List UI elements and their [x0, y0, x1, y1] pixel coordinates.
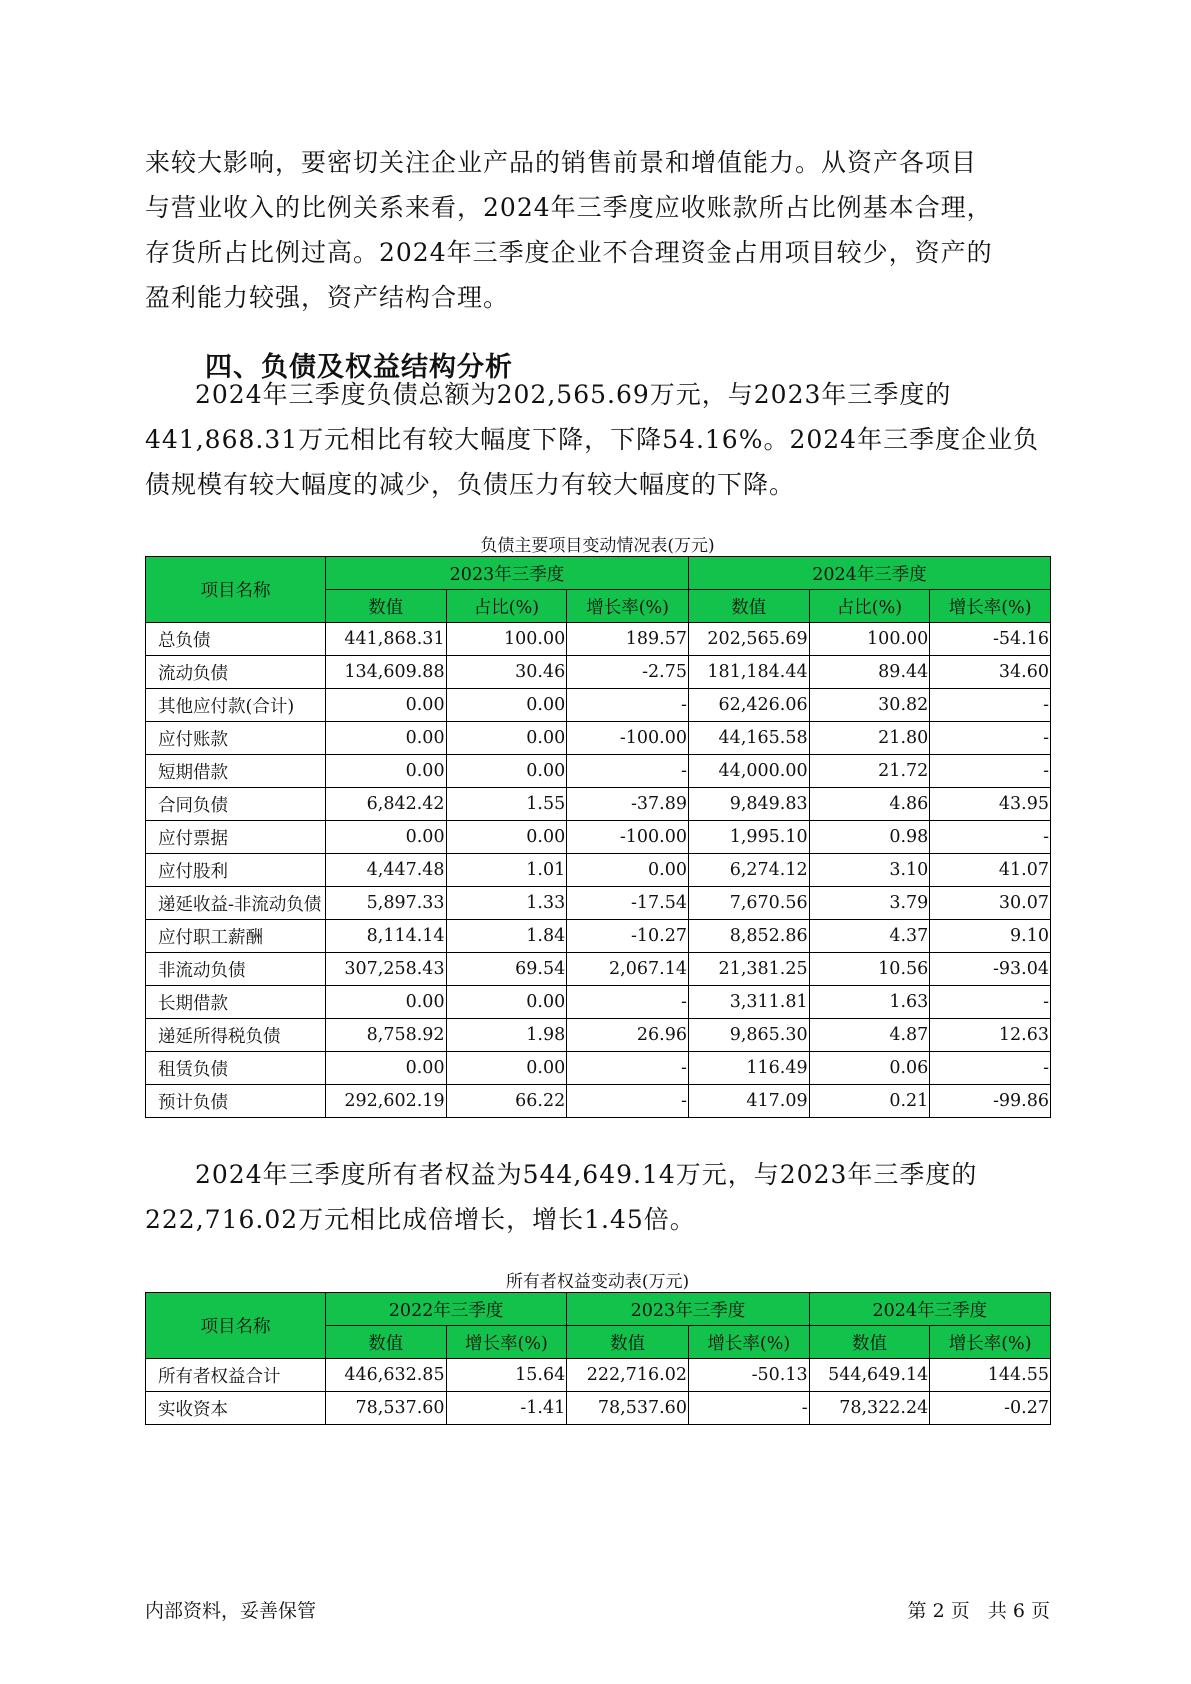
table-cell: 43.95 [930, 788, 1051, 821]
intro-line: 盈利能力较强，资产结构合理。 [145, 283, 510, 312]
table-cell: 0.00 [325, 689, 446, 722]
table-cell: 30.82 [809, 689, 930, 722]
equity-line: 2024年三季度所有者权益为544,649.14万元，与2023年三季度的 [195, 1160, 978, 1189]
column-header: 增长率(%) [930, 1326, 1051, 1359]
table-cell: 100.00 [809, 623, 930, 656]
table-row [146, 1052, 1051, 1085]
table-cell: - [567, 1052, 689, 1085]
intro-line: 与营业收入的比例关系来看，2024年三季度应收账款所占比例基本合理， [145, 193, 993, 222]
table-cell: -54.16 [930, 623, 1051, 656]
table-cell: - [930, 755, 1051, 788]
table-cell: 0.00 [446, 755, 567, 788]
table-cell: 1.33 [446, 887, 567, 920]
table-cell: 8,114.14 [325, 920, 446, 953]
table-row [146, 887, 1051, 920]
table-cell: 15.64 [446, 1359, 567, 1392]
row-label: 实收资本 [146, 1392, 326, 1425]
row-label: 合同负债 [146, 788, 326, 821]
period-header: 2024年三季度 [688, 557, 1050, 590]
item-name-header: 项目名称 [146, 557, 326, 623]
table-cell: -10.27 [567, 920, 689, 953]
column-header: 占比(%) [446, 590, 567, 623]
table-row [146, 1085, 1051, 1118]
table-cell: 0.21 [809, 1085, 930, 1118]
table-cell: 4,447.48 [325, 854, 446, 887]
table-cell: 134,609.88 [325, 656, 446, 689]
table-cell: 417.09 [688, 1085, 809, 1118]
table-row [146, 788, 1051, 821]
table-cell: 44,000.00 [688, 755, 809, 788]
table-cell: -17.54 [567, 887, 689, 920]
table-cell: 78,537.60 [325, 1392, 446, 1425]
equity-line: 222,716.02万元相比成倍增长，增长1.45倍。 [145, 1205, 696, 1234]
table-row [146, 986, 1051, 1019]
row-label: 应付账款 [146, 722, 326, 755]
table-cell: -93.04 [930, 953, 1051, 986]
row-label: 总负债 [146, 623, 326, 656]
table-cell: 4.86 [809, 788, 930, 821]
row-label: 应付职工薪酬 [146, 920, 326, 953]
table-cell: - [688, 1392, 809, 1425]
table-row [146, 623, 1051, 656]
table-cell: - [930, 689, 1051, 722]
table-cell: - [930, 722, 1051, 755]
table-cell: 0.00 [446, 689, 567, 722]
column-header: 数值 [688, 590, 809, 623]
table-cell: 12.63 [930, 1019, 1051, 1052]
table-cell: 30.07 [930, 887, 1051, 920]
column-header: 占比(%) [809, 590, 930, 623]
table-cell: -0.27 [930, 1392, 1051, 1425]
equity-table-body [146, 1359, 1051, 1425]
table-cell: - [567, 689, 689, 722]
table-cell: 26.96 [567, 1019, 689, 1052]
equity-paragraph [145, 1152, 1050, 1242]
table-row [146, 1359, 1051, 1392]
liability-line: 债规模有较大幅度的减少，负债压力有较大幅度的下降。 [145, 470, 796, 499]
column-header: 增长率(%) [688, 1326, 809, 1359]
table-cell: 69.54 [446, 953, 567, 986]
row-label: 所有者权益合计 [146, 1359, 326, 1392]
table-cell: 202,565.69 [688, 623, 809, 656]
table-cell: 116.49 [688, 1052, 809, 1085]
period-header: 2023年三季度 [325, 557, 688, 590]
table-cell: 34.60 [930, 656, 1051, 689]
table-cell: 4.87 [809, 1019, 930, 1052]
table-cell: 1.55 [446, 788, 567, 821]
table-cell: 5,897.33 [325, 887, 446, 920]
intro-line: 存货所占比例过高。2024年三季度企业不合理资金占用项目较少，资产的 [145, 238, 993, 267]
table-cell: 21.72 [809, 755, 930, 788]
table-cell: - [930, 821, 1051, 854]
table-row [146, 920, 1051, 953]
column-header: 增长率(%) [567, 590, 689, 623]
table-cell: - [930, 986, 1051, 1019]
table-cell: 66.22 [446, 1085, 567, 1118]
row-label: 短期借款 [146, 755, 326, 788]
row-label: 租赁负债 [146, 1052, 326, 1085]
table-cell: -37.89 [567, 788, 689, 821]
table-cell: 0.00 [446, 1052, 567, 1085]
row-label: 递延所得税负债 [146, 1019, 326, 1052]
table-cell: 0.00 [325, 986, 446, 1019]
table-row [146, 953, 1051, 986]
liability-table-body [146, 623, 1051, 1118]
intro-paragraph [145, 140, 1050, 320]
table-cell: 189.57 [567, 623, 689, 656]
table-row [146, 854, 1051, 887]
row-label: 预计负债 [146, 1085, 326, 1118]
table-cell: 0.00 [446, 821, 567, 854]
table-cell: 1.84 [446, 920, 567, 953]
table-cell: - [567, 1085, 689, 1118]
table-cell: 2,067.14 [567, 953, 689, 986]
table-cell: -99.86 [930, 1085, 1051, 1118]
intro-line: 来较大影响，要密切关注企业产品的销售前景和增值能力。从资产各项目 [145, 148, 978, 177]
row-label: 长期借款 [146, 986, 326, 1019]
table-cell: 41.07 [930, 854, 1051, 887]
table-cell: 30.46 [446, 656, 567, 689]
footer-left: 内部资料，妥善保管 [145, 1600, 317, 1622]
table-cell: 1.01 [446, 854, 567, 887]
table-cell: 441,868.31 [325, 623, 446, 656]
table-cell: 307,258.43 [325, 953, 446, 986]
table-cell: 0.00 [446, 722, 567, 755]
item-name-header: 项目名称 [146, 1293, 326, 1359]
table-cell: 0.00 [325, 1052, 446, 1085]
table-row [146, 656, 1051, 689]
table-cell: 181,184.44 [688, 656, 809, 689]
table-cell: 8,852.86 [688, 920, 809, 953]
table-cell: 78,322.24 [809, 1392, 930, 1425]
column-header: 数值 [325, 590, 446, 623]
table-cell: 144.55 [930, 1359, 1051, 1392]
row-label: 递延收益-非流动负债 [146, 887, 326, 920]
table-cell: 292,602.19 [325, 1085, 446, 1118]
column-header: 数值 [325, 1326, 446, 1359]
table-row [146, 722, 1051, 755]
row-label: 其他应付款(合计) [146, 689, 326, 722]
table-cell: 3.79 [809, 887, 930, 920]
table-cell: 4.37 [809, 920, 930, 953]
footer-page-number: 第 2 页 共 6 页 [907, 1600, 1050, 1622]
row-label: 流动负债 [146, 656, 326, 689]
table-cell: 6,842.42 [325, 788, 446, 821]
table-cell: 1,995.10 [688, 821, 809, 854]
table-cell: -100.00 [567, 821, 689, 854]
table-cell: 100.00 [446, 623, 567, 656]
table-cell: 9.10 [930, 920, 1051, 953]
table-cell: 6,274.12 [688, 854, 809, 887]
column-header: 增长率(%) [446, 1326, 567, 1359]
table-cell: 10.56 [809, 953, 930, 986]
table-cell: 0.00 [325, 821, 446, 854]
table-cell: 446,632.85 [325, 1359, 446, 1392]
row-label: 应付股利 [146, 854, 326, 887]
period-header: 2024年三季度 [809, 1293, 1050, 1326]
table-cell: 44,165.58 [688, 722, 809, 755]
table-cell: 0.00 [567, 854, 689, 887]
column-header: 增长率(%) [930, 590, 1051, 623]
table-cell: 21.80 [809, 722, 930, 755]
table-row [146, 755, 1051, 788]
table-cell: -50.13 [688, 1359, 809, 1392]
period-header: 2022年三季度 [325, 1293, 566, 1326]
table-cell: -2.75 [567, 656, 689, 689]
table-cell: -100.00 [567, 722, 689, 755]
table-cell: 1.63 [809, 986, 930, 1019]
table-cell: 7,670.56 [688, 887, 809, 920]
liability-line: 441,868.31万元相比有较大幅度下降，下降54.16%。2024年三季度企业负 [145, 425, 1040, 454]
period-header: 2023年三季度 [567, 1293, 809, 1326]
column-header: 数值 [809, 1326, 930, 1359]
table-cell: 0.98 [809, 821, 930, 854]
table-cell: 9,865.30 [688, 1019, 809, 1052]
table-cell: 3.10 [809, 854, 930, 887]
table-cell: 0.00 [325, 722, 446, 755]
table-cell: - [567, 986, 689, 1019]
liability-paragraph [145, 372, 1050, 507]
table-cell: 78,537.60 [567, 1392, 689, 1425]
table-cell: 3,311.81 [688, 986, 809, 1019]
equity-table-caption: 所有者权益变动表(万元) [505, 1272, 690, 1292]
table-cell: 8,758.92 [325, 1019, 446, 1052]
table-cell: -1.41 [446, 1392, 567, 1425]
liability-line: 2024年三季度负债总额为202,565.69万元，与2023年三季度的 [195, 380, 952, 409]
table-cell: 0.06 [809, 1052, 930, 1085]
table-row [146, 1019, 1051, 1052]
table-row [146, 821, 1051, 854]
row-label: 应付票据 [146, 821, 326, 854]
table-cell: 222,716.02 [567, 1359, 689, 1392]
table-cell: 89.44 [809, 656, 930, 689]
column-header: 数值 [567, 1326, 689, 1359]
table-cell: 9,849.83 [688, 788, 809, 821]
table-cell: 21,381.25 [688, 953, 809, 986]
table-cell: 0.00 [325, 755, 446, 788]
table-row [146, 689, 1051, 722]
table-cell: 1.98 [446, 1019, 567, 1052]
section-title: 四、负债及权益结构分析 [205, 352, 513, 383]
table-cell: 544,649.14 [809, 1359, 930, 1392]
liability-table [145, 556, 1051, 1118]
table-cell: 62,426.06 [688, 689, 809, 722]
equity-table [145, 1292, 1051, 1425]
table-row [146, 1392, 1051, 1425]
table-cell: 0.00 [446, 986, 567, 1019]
table-cell: - [567, 755, 689, 788]
row-label: 非流动负债 [146, 953, 326, 986]
table-cell: - [930, 1052, 1051, 1085]
liability-table-caption: 负债主要项目变动情况表(万元) [480, 536, 715, 556]
